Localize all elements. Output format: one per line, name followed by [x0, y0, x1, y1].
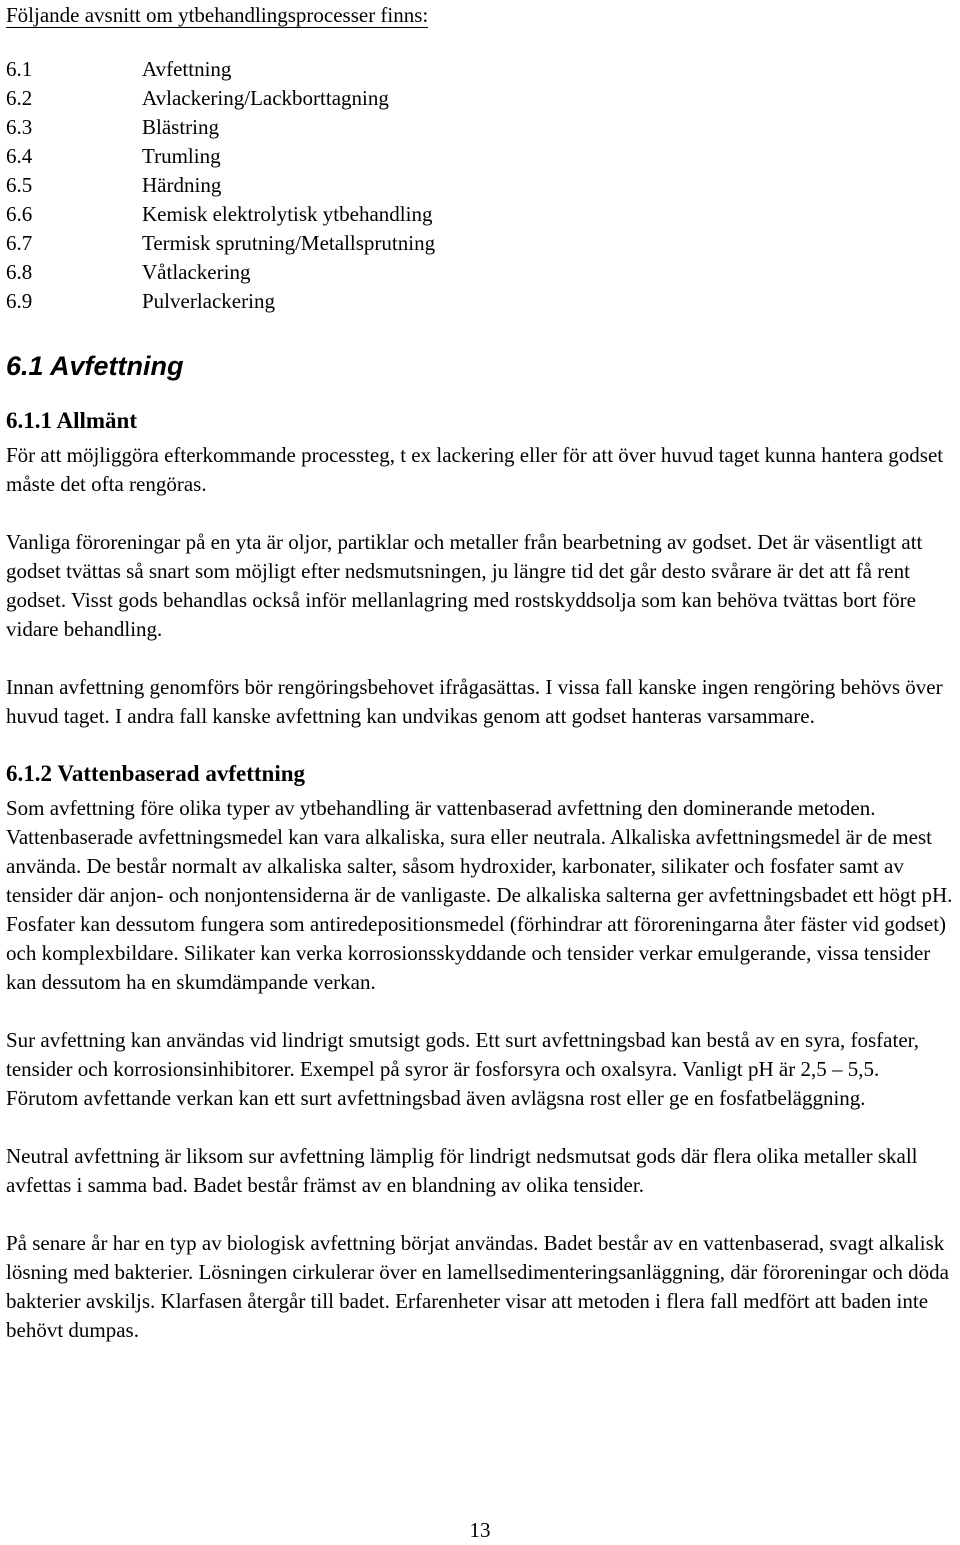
toc-title: Trumling	[142, 144, 221, 168]
toc-number: 6.5	[6, 173, 33, 197]
document-page	[6, 0, 956, 1345]
toc-item	[6, 258, 956, 287]
toc-item	[6, 55, 956, 84]
subsection-heading-vattenbaserad: 6.1.2 Vattenbaserad avfettning	[6, 761, 306, 786]
paragraph: Innan avfettning genomförs bör rengöringsbehovet ifrågasättas. I vissa fall kanske ingen rengöring behövs över huvud taget. I andra fall kanske avfettning kan undvikas genom att godset hanteras varsammare.	[6, 675, 943, 728]
toc-item	[6, 200, 956, 229]
paragraph: Sur avfettning kan användas vid lindrigt smutsigt gods. Ett surt avfettningsbad kan bestå av en syra, fosfater, tensider och korrosionsinhibitorer. Exempel på syror är fosforsyra och oxalsyra. Vanligt pH är 2,5 – 5,5. Förutom avfettande verkan kan ett surt avfettningsbad även avlägsna rost eller ge en fosfatbeläggning.	[6, 1028, 920, 1110]
toc-title: Avlackering/Lackborttagning	[142, 86, 389, 110]
toc-item	[6, 113, 956, 142]
toc-title: Härdning	[142, 173, 222, 197]
paragraph: På senare år har en typ av biologisk avfettning börjat användas. Badet består av en vattenbaserad, svagt alkalisk lösning med bakterier. Lösningen cirkulerar över en lamellsedimenteringsanläggning, där föroreningar och döda bakterier avskiljs. Klarfasen återgår till badet. Erfarenheter visar att metoden i flera fall medfört att baden inte behövt dumpas.	[6, 1231, 949, 1342]
toc-title: Kemisk elektrolytisk ytbehandling	[142, 202, 433, 226]
toc-number: 6.6	[6, 202, 33, 226]
paragraph: Neutral avfettning är liksom sur avfettning lämplig för lindrigt nedsmutsat gods där flera olika metaller skall avfettas i samma bad. Badet består främst av en blandning av olika tensider.	[6, 1144, 918, 1197]
toc-item	[6, 171, 956, 200]
subsection-heading-allmant: 6.1.1 Allmänt	[6, 408, 137, 433]
toc-number: 6.7	[6, 231, 33, 255]
toc-item	[6, 287, 956, 316]
toc-number: 6.3	[6, 115, 33, 139]
toc-title: Termisk sprutning/Metallsprutning	[142, 231, 436, 255]
toc-item	[6, 229, 956, 258]
toc-item	[6, 84, 956, 113]
toc-number: 6.1	[6, 57, 33, 81]
table-of-contents	[6, 55, 956, 316]
toc-title: Pulverlackering	[142, 289, 275, 313]
toc-number: 6.2	[6, 86, 33, 110]
toc-number: 6.4	[6, 144, 33, 168]
paragraph: Vanliga föroreningar på en yta är oljor, partiklar och metaller från bearbetning av godset. Det är väsentligt att godset tvättas så snart som möjligt efter nedsmutsningen, ju längre tid det går desto svårare är det att få rent godset. Visst gods behandlas också inför mellanlagring med rostskyddsolja som kan behöva tvättas bort före vidare behandling.	[6, 530, 923, 641]
section-heading: 6.1 Avfettning	[6, 351, 184, 381]
toc-number: 6.8	[6, 260, 33, 284]
toc-item	[6, 142, 956, 171]
toc-number: 6.9	[6, 289, 33, 313]
toc-title: Våtlackering	[142, 260, 251, 284]
paragraph: För att möjliggöra efterkommande processteg, t ex lackering eller för att över huvud taget kunna hantera godset måste det ofta rengöras.	[6, 443, 944, 496]
toc-title: Blästring	[142, 115, 219, 139]
page-number: 13	[469, 1518, 491, 1542]
toc-title: Avfettning	[142, 57, 232, 81]
intro-text: Följande avsnitt om ytbehandlingsprocesser finns:	[6, 3, 429, 27]
paragraph: Som avfettning före olika typer av ytbehandling är vattenbaserad avfettning den dominerande metoden. Vattenbaserade avfettningsmedel kan vara alkaliska, sura eller neutrala. Alkaliska avfettningsmedel är de mest använda. De består normalt av alkaliska salter, såsom hydroxider, karbonater, silikater och fosfater samt av tensider där anjon- och nonjontensiderna är de vanligaste. De alkaliska salterna ger avfettningsbadet ett högt pH. Fosfater kan dessutom fungera som antiredepositionsmedel (förhindrar att föroreningarna åter fäster vid godset) och komplexbildare. Silikater kan verka korrosionsskyddande och tensider verkar emulgerande, vissa tensider kan dessutom ha en skumdämpande verkan.	[6, 796, 953, 994]
